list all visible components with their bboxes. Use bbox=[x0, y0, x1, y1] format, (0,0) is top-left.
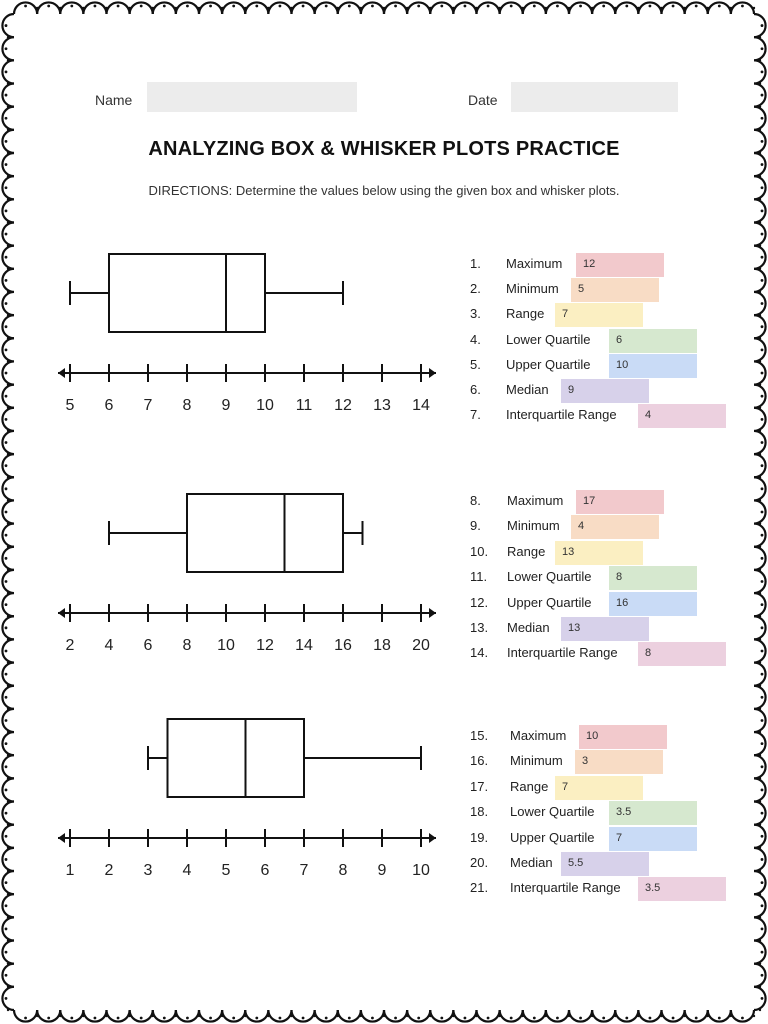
question-label: Lower Quartile bbox=[507, 569, 592, 585]
question-label: Upper Quartile bbox=[510, 829, 595, 845]
axis-arrow-right bbox=[429, 608, 436, 618]
tick-label: 4 bbox=[104, 637, 114, 654]
question-number: 7. bbox=[470, 407, 481, 423]
question-row bbox=[470, 354, 730, 376]
tick-label: 18 bbox=[373, 637, 391, 654]
question-label: Minimum bbox=[506, 281, 559, 297]
question-row bbox=[470, 827, 730, 849]
question-label: Maximum bbox=[510, 728, 567, 743]
question-row bbox=[470, 329, 730, 351]
answer-field[interactable]: 9 bbox=[561, 379, 649, 403]
question-label: Minimum bbox=[510, 753, 563, 769]
answer-field[interactable]: 3.5 bbox=[638, 877, 726, 901]
answer-field[interactable]: 4 bbox=[571, 515, 659, 539]
question-row bbox=[470, 566, 730, 588]
iqr-box bbox=[168, 719, 305, 797]
tick-label: 12 bbox=[334, 397, 352, 414]
answer-field[interactable]: 7 bbox=[555, 303, 643, 327]
question-label: Range bbox=[507, 543, 546, 559]
tick-label: 13 bbox=[373, 397, 391, 414]
tick-label: 10 bbox=[217, 637, 235, 654]
question-number: 3. bbox=[470, 306, 481, 322]
answer-field[interactable]: 5 bbox=[571, 278, 659, 302]
question-number: 9. bbox=[470, 518, 481, 534]
axis-arrow-left bbox=[58, 833, 65, 843]
question-number: 6. bbox=[470, 382, 481, 397]
tick-label: 11 bbox=[295, 397, 313, 414]
tick-label: 9 bbox=[377, 862, 387, 879]
question-label: Median bbox=[507, 620, 550, 635]
answer-field[interactable]: 3.5 bbox=[609, 801, 697, 825]
answer-field[interactable]: 4 bbox=[638, 404, 726, 428]
tick-label: 8 bbox=[338, 862, 348, 879]
tick-label: 2 bbox=[104, 862, 114, 879]
answer-field[interactable]: 13 bbox=[555, 541, 643, 565]
question-label: Interquartile Range bbox=[506, 407, 617, 423]
tick-label: 9 bbox=[221, 397, 231, 414]
answer-field[interactable]: 5.5 bbox=[561, 852, 649, 876]
question-row bbox=[470, 592, 730, 614]
directions-text: DIRECTIONS: Determine the values below using the given box and whisker plots. bbox=[148, 183, 620, 198]
axis-arrow-right bbox=[429, 833, 436, 843]
tick-label: 4 bbox=[182, 862, 192, 879]
question-number: 8. bbox=[470, 493, 481, 508]
answer-field[interactable]: 3 bbox=[575, 750, 663, 774]
question-row bbox=[470, 776, 730, 798]
question-row bbox=[470, 801, 730, 823]
answer-field[interactable]: 12 bbox=[576, 253, 664, 277]
question-row bbox=[470, 750, 730, 772]
question-label: Median bbox=[506, 382, 549, 397]
box-plot-3 bbox=[0, 705, 450, 885]
question-number: 5. bbox=[470, 356, 481, 372]
question-row bbox=[470, 617, 730, 639]
tick-label: 10 bbox=[412, 862, 430, 879]
axis-arrow-right bbox=[429, 368, 436, 378]
axis-arrow-left bbox=[58, 608, 65, 618]
question-number: 14. bbox=[470, 645, 489, 661]
tick-label: 6 bbox=[104, 397, 114, 414]
question-number: 19. bbox=[470, 829, 489, 845]
tick-label: 8 bbox=[182, 397, 192, 414]
tick-label: 3 bbox=[143, 862, 153, 879]
name-field[interactable] bbox=[147, 82, 357, 112]
tick-label: 16 bbox=[334, 637, 352, 654]
answer-field[interactable]: 7 bbox=[555, 776, 643, 800]
tick-label: 6 bbox=[143, 637, 153, 654]
answer-field[interactable]: 17 bbox=[576, 490, 664, 514]
question-label: Maximum bbox=[507, 493, 564, 508]
question-number: 1. bbox=[470, 256, 481, 271]
tick-label: 20 bbox=[412, 637, 430, 654]
question-row bbox=[470, 490, 730, 512]
date-label: Date bbox=[468, 92, 498, 108]
question-row bbox=[470, 541, 730, 563]
question-row bbox=[470, 404, 730, 426]
question-row bbox=[470, 379, 730, 401]
question-label: Maximum bbox=[506, 256, 563, 271]
question-row bbox=[470, 278, 730, 300]
question-row bbox=[470, 253, 730, 275]
box-plot-1 bbox=[0, 240, 450, 420]
question-label: Range bbox=[506, 306, 545, 322]
question-label: Interquartile Range bbox=[507, 645, 618, 661]
answer-field[interactable]: 13 bbox=[561, 617, 649, 641]
tick-label: 1 bbox=[65, 862, 75, 879]
question-number: 13. bbox=[470, 620, 489, 635]
question-label: Lower Quartile bbox=[510, 804, 595, 820]
tick-label: 14 bbox=[412, 397, 430, 414]
tick-label: 7 bbox=[299, 862, 309, 879]
question-number: 4. bbox=[470, 331, 481, 347]
question-number: 15. bbox=[470, 728, 489, 743]
question-row bbox=[470, 515, 730, 537]
tick-label: 12 bbox=[256, 637, 274, 654]
answer-field[interactable]: 6 bbox=[609, 329, 697, 353]
answer-field[interactable]: 8 bbox=[609, 566, 697, 590]
box-plot-2 bbox=[0, 480, 450, 660]
answer-field[interactable]: 10 bbox=[579, 725, 667, 749]
tick-label: 5 bbox=[65, 397, 75, 414]
question-number: 17. bbox=[470, 778, 489, 794]
question-row bbox=[470, 642, 730, 664]
question-label: Median bbox=[510, 855, 553, 870]
tick-label: 7 bbox=[143, 397, 153, 414]
iqr-box bbox=[109, 254, 265, 332]
date-field[interactable] bbox=[511, 82, 678, 112]
answer-field[interactable]: 10 bbox=[609, 354, 697, 378]
question-number: 12. bbox=[470, 594, 489, 610]
axis-arrow-left bbox=[58, 368, 65, 378]
answer-field[interactable]: 16 bbox=[609, 592, 697, 616]
question-number: 20. bbox=[470, 855, 489, 870]
question-row bbox=[470, 877, 730, 899]
question-number: 2. bbox=[470, 281, 481, 297]
question-number: 21. bbox=[470, 880, 489, 896]
question-number: 10. bbox=[470, 543, 489, 559]
page-title: ANALYZING BOX & WHISKER PLOTS PRACTICE bbox=[148, 138, 620, 160]
question-label: Upper Quartile bbox=[507, 594, 592, 610]
question-number: 11. bbox=[470, 569, 488, 585]
name-label: Name bbox=[95, 92, 133, 108]
tick-label: 5 bbox=[221, 862, 231, 879]
tick-label: 10 bbox=[256, 397, 274, 414]
question-row bbox=[470, 303, 730, 325]
tick-label: 8 bbox=[182, 637, 192, 654]
iqr-box bbox=[187, 494, 343, 572]
question-label: Interquartile Range bbox=[510, 880, 621, 896]
answer-field[interactable]: 7 bbox=[609, 827, 697, 851]
answer-field[interactable]: 8 bbox=[638, 642, 726, 666]
question-label: Upper Quartile bbox=[506, 356, 591, 372]
question-label: Range bbox=[510, 778, 549, 794]
question-number: 18. bbox=[470, 804, 489, 820]
tick-label: 14 bbox=[295, 637, 313, 654]
question-label: Minimum bbox=[507, 518, 560, 534]
tick-label: 2 bbox=[65, 637, 75, 654]
question-number: 16. bbox=[470, 753, 489, 769]
tick-label: 6 bbox=[260, 862, 270, 879]
question-row bbox=[470, 725, 730, 747]
question-label: Lower Quartile bbox=[506, 331, 591, 347]
question-row bbox=[470, 852, 730, 874]
